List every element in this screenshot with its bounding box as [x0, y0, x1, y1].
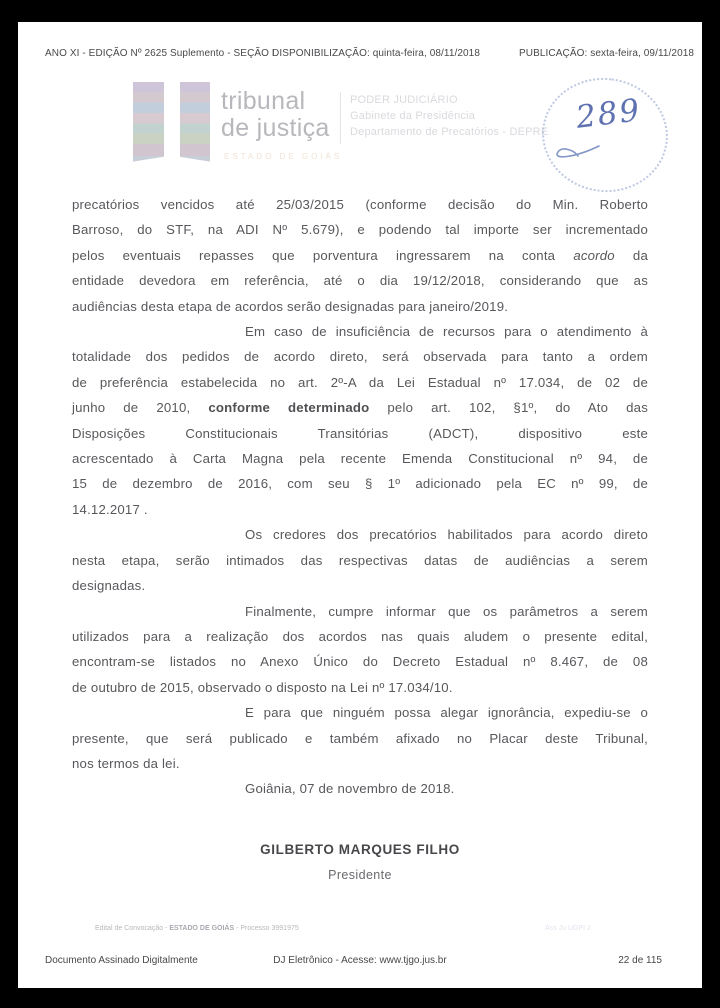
text-line: pelos eventuais repasses que porventura ingressarem na conta acordo da	[72, 247, 648, 263]
org-line-depre: Departamento de Precatórios - DEPRE	[350, 126, 549, 138]
text-line: utilizados para a realização dos acordos nas quais aludem o presente edital,	[72, 628, 648, 644]
text-line: nesta etapa, serão intimados das respectivas datas de audiências a serem	[72, 552, 648, 568]
text-line: Disposições Constitucionais Transitórias (ADCT), dispositivo este	[72, 425, 648, 441]
text-line: precatórios vencidos até 25/03/2015 (conforme decisão do Min. Roberto	[72, 197, 648, 212]
text-line: presente, que será publicado e também afixado no Placar deste Tribunal,	[72, 730, 648, 746]
logo-divider	[340, 92, 341, 144]
text-line: 14.12.2017 .	[72, 501, 148, 517]
availability-date-label: DISPONIBILIZAÇÃO: quinta-feira, 08/11/2018	[272, 48, 481, 59]
text-line: junho de 2010, conforme determinado pelo art. 102, §1º, do Ato das	[72, 400, 648, 416]
edition-label: ANO XI - EDIÇÃO Nº 2625 Suplemento - SEÇÃO I	[45, 48, 275, 59]
text-line: encontram-se listados no Anexo Único do Decreto Estadual nº 8.467, de 08	[72, 654, 648, 670]
logo-wordmark-line1: tribunal	[221, 87, 306, 115]
handwritten-stamp	[538, 74, 672, 196]
edital-reference-state: ESTADO DE GOIÁS	[169, 925, 235, 932]
stamp-dotted-circle	[536, 71, 675, 200]
signer-name: GILBERTO MARQUES FILHO	[260, 842, 460, 857]
org-line-gabinete: Gabinete da Presidência	[350, 110, 476, 122]
document-body	[72, 192, 648, 802]
text-line: acrescentado à Carta Magna pela recente Emenda Constitucional nº 94, de	[72, 451, 648, 467]
tribunal-column-logo-icon	[133, 82, 210, 168]
logo-state-text: ESTADO DE GOIÁS	[224, 152, 343, 161]
logo-org-block	[350, 92, 548, 140]
logo-wordmark	[221, 88, 330, 142]
logo-column-base-shape	[133, 152, 210, 168]
edital-reference-right: Ass Ju UGPI 2	[545, 925, 591, 932]
text-line: Barroso, do STF, na ADI Nº 5.679), e podendo tal importe ser incrementado	[72, 222, 648, 238]
text-line: Os credores dos precatórios habilitados para acordo direto	[245, 527, 648, 543]
footer-page-number: 22 de 115	[618, 955, 662, 966]
text-line: Em caso de insuficiência de recursos para o atendimento à	[245, 324, 648, 340]
signer-title: Presidente	[328, 868, 392, 882]
org-line-poder-judiciario: PODER JUDICIÁRIO	[350, 94, 458, 106]
footer-dj-url: DJ Eletrônico - Acesse: www.tjgo.jus.br	[273, 955, 447, 966]
text-line: de preferência estabelecida no art. 2º-A da Lei Estadual nº 17.034, de 02 de	[72, 374, 648, 390]
publication-date-label: PUBLICAÇÃO: sexta-feira, 09/11/2018	[519, 48, 695, 59]
stamp-number: 289	[574, 92, 644, 136]
text-line: Goiânia, 07 de novembro de 2018.	[245, 781, 455, 797]
edital-reference-pre: Edital de Convocação -	[95, 925, 170, 932]
text-line: nos termos da lei.	[72, 755, 180, 771]
text-line: 15 de dezembro de 2016, com seu § 1º adicionado pela EC nº 99, de	[72, 476, 648, 492]
text-line: audiências desta etapa de acordos serão designadas para janeiro/2019.	[72, 298, 509, 314]
edital-reference-post: - Processo 3991975	[234, 925, 299, 932]
stamp-flourish-stroke	[544, 140, 614, 170]
text-line: Finalmente, cumpre informar que os parâmetros a serem	[245, 603, 648, 619]
logo-wordmark-line2: de justiça	[221, 114, 330, 142]
edital-reference	[95, 925, 299, 932]
text-line: designadas.	[72, 578, 146, 594]
footer-signed-label: Documento Assinado Digitalmente	[45, 955, 198, 966]
text-line: entidade devedora em referência, até o dia 19/12/2018, considerando que as	[72, 273, 648, 289]
document-page	[18, 22, 702, 988]
signature-block	[72, 842, 648, 882]
text-line: totalidade dos pedidos de acordo direto, será observada para tanto a ordem	[72, 349, 648, 365]
text-line: de outubro de 2015, observado o disposto na Lei nº 17.034/10.	[72, 679, 453, 695]
text-line: E para que ninguém possa alegar ignorância, expediu-se o	[245, 705, 648, 721]
